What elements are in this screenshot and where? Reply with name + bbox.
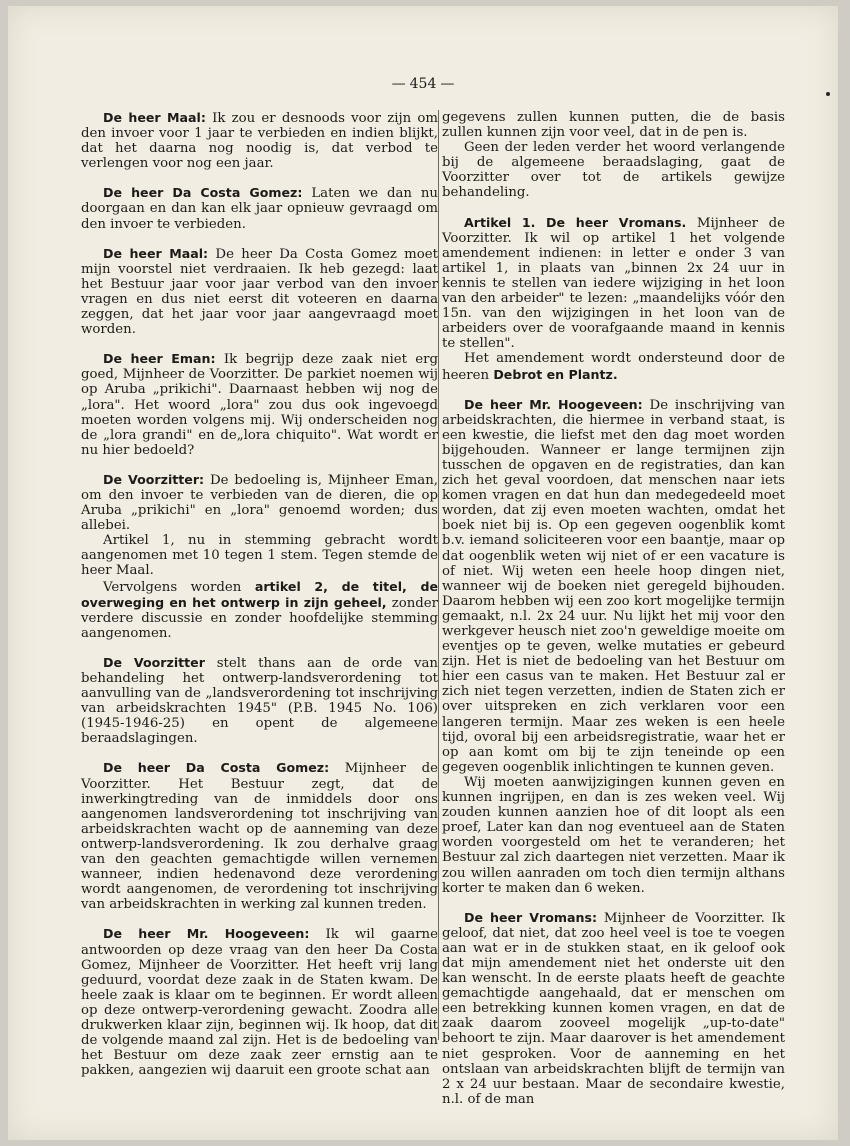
paragraph-text: De inschrijving van arbeidskrachten, die hiermee in verband staat, is een kwestie, die liefst met den dag moet worden bijgehouden. Wanneer er lange termijnen zijn tusschen de opgaven en de registraties, dan kan zich het geval voordoen, dat menschen naar iets komen vragen en dat hun dan medegedeeld moet worden, dat zij even moeten wachten, omdat het boek niet bij is. Op een gegeven oogenblik komt b.v. iemand soliciteeren voor een baantje, maar op dat oogenblik weten wij niet of er een vacature is of niet. Wij weten een heele hoop dingen niet, wanneer wij de boeken niet geregeld bijhouden. Daarom hebben wij een zoo kort mogelijke termijn gemaakt, n.l. 2x 24 uur. Nu lijkt het mij voor den werkgever heusch niet zoo'n geweldige moeite om eventjes op te geven, welke mutaties er gebeurd zijn. Het is niet de bedoeling van het Bestuur om hier een casus van te maken. Het Bestuur zal er zich niet tegen verzetten, indien de Staten zich er over uitspreken en zich verklaren voor een langeren termijn. Maar zes weken is een heele tijd, ovoral bij een arbeidsregistratie, waar het er op aan komt om bij te zijn teneinde op een gegeven oogenblik inlichtingen te kunnen geven. [442,397,785,775]
right-column [442,110,785,1107]
paragraph [442,910,785,1107]
paragraph [81,351,438,458]
paragraph [442,397,785,775]
speaker-name: De heer Eman: [103,351,216,367]
bold-text: artikel 2, de titel, de overweging en het ontwerp in zijn geheel, [81,578,439,610]
speaker-name: De heer Vromans: [464,909,597,925]
paragraph-text: Mijnheer de Voorzitter. Ik geloof, dat niet, dat zoo heel veel is toe te voegen aan wat er in de stukken staat, en ik geloof ook dat mijn amendement niet het onderste uit den kan wenscht. In de eerste plaats heeft de geachte gemachtigde aangehaald, dat er menschen om een betrekking kunnen komen vragen, en dat de zaak daarom zooveel mogelijk „up-to-date" behoort te zijn. Maar daarover is het amendement niet gesproken. Voor de aanneming en het ontslaan van arbeidskrachten blijft de termijn van 2 x 24 uur bestaan. Maar de secondaire kwestie, n.l. of de man [442,910,785,1107]
left-column [81,110,438,1078]
bold-text: Debrot en Plantz. [493,366,618,382]
paragraph-text: Wij moeten aanwijzigingen kunnen geven en kunnen ingrijpen, en dan is zes weken veel. Wij zouden kunnen aanzien hoe of dit loopt als een proef, Later kan dan nog eventueel aan de Staten worden voorgesteld om het te veranderen; het Bestuur zal zich daartegen niet verzetten. Maar ik zou willen aanraden om toch dien termijn althans korter te maken dan 6 weken. [442,774,785,896]
paragraph-text: gegevens zullen kunnen putten, die de basis zullen kunnen zijn voor veel, dat in de pen is. [442,110,785,141]
paragraph [81,579,438,641]
paragraph-text: Artikel 1, nu in stemming gebracht wordt aangenomen met 10 tegen 1 stem. Tegen stemde de heer Maal. [81,533,438,579]
paragraph [81,533,438,578]
speaker-name: De heer Maal: [103,245,209,261]
paragraph-text: stelt thans aan de orde van behandeling het ontwerp-landsverordening tot aanvulling van de „landsverordening tot inschrijving van arbeidskrachten 1945" (P.B. 1945 No. 106) (1945-1946-25) en opent de algemeene beraadslagingen. [81,655,438,747]
paragraph [442,110,785,140]
paragraph-text: Ik wil gaarne antwoorden op deze vraag van den heer Da Costa Gomez, Mijnheer de Voorzitter. Het heeft vrij lang geduurd, voordat deze zaak in de Staten kwam. De heele zaak is klaar om te beginnen. Er wordt alleen op deze ontwerp-verordening gewacht. Zoodra alle drukwerken klaar zijn, beginnen wij. Ik hoop, dat dit de volgende maand zal zijn. Het is de bedoeling van het Bestuur om deze zaak zeer ernstig aan te pakken, aangezien wij daaruit een groote schat aan [81,927,438,1079]
paragraph-text: De heer Da Costa Gomez moet mijn voorstel niet verdraaien. Ik heb gezegd: laat het Bestuur jaar voor jaar verbod van den invoer vragen en dus niet eerst dit voteeren en daarna zeggen, dat het jaar voor jaar aangevraagd moet worden. [81,246,439,338]
paragraph [81,185,438,231]
paragraph-text: Het amendement wordt ondersteund door de heeren [442,351,785,383]
paragraph-text: Ik begrijp deze zaak niet erg goed, Mijnheer de Voorzitter. De parkiet noemen wij op Aruba „prikichi". Daarnaast hebben wij nog de „lora". Het woord „lora" zou dus ook ingevoegd moeten worden volgens mij. Wij onderscheiden nog de „lora grandi" en de„lora chiquito". Wat wordt er nu hier bedoeld? [81,352,438,458]
paragraph [442,775,785,896]
speaker-name: De heer Mr. Hoogeveen: [464,396,643,412]
paragraph-text: Mijnheer de Voorzitter. Ik wil op artikel 1 het volgende amendement indienen: in letter e onder 3 van artikel 1, in plaats van „binnen 2x 24 uur in kennis te stellen van iedere wijziging in het loon van den arbeider" te lezen: „maandelijks vóór den 15n. van den wijzigingen in het loon van de arbeiders over de voorafgaande maand in kennis te stellen". [442,215,785,352]
paragraph-text: Laten we dan nu doorgaan en dan kan elk jaar opnieuw gevraagd om den invoer te verbieden. [81,186,438,232]
speaker-name: De heer Maal: [103,110,206,125]
paragraph-text: zonder verdere discussie en zonder hoofdelijke stemming aangenomen. [81,595,438,641]
ink-dot [826,92,830,96]
speaker-name: De heer Da Costa Gomez: [103,185,303,201]
bold-text: Artikel 1. [464,214,536,230]
speaker-name: De heer Vromans. [546,214,687,230]
paragraph [81,926,438,1078]
paragraph [442,215,785,352]
paragraph-text: De bedoeling is, Mijnheer Eman, om den invoer te verbieden van de dieren, die op Aruba „prikichi" en „lora" genoemd worden; dus allebei. [81,472,438,534]
paragraph [442,351,785,382]
paragraph [81,110,438,171]
paragraph-text: Geen der leden verder het woord verlangende bij de algemeene beraadslaging, gaat de Voorzitter over tot de artikels gewijze behandeling. [442,140,785,201]
paragraph [81,760,438,912]
document-page [8,6,838,1140]
paragraph [442,140,785,200]
speaker-name: De heer Da Costa Gomez: [103,760,330,776]
page-number: — 454 — [391,76,455,92]
paragraph [81,472,438,533]
paragraph-text: Vervolgens worden [103,579,242,595]
column-divider [438,110,439,1040]
speaker-name: De heer Mr. Hoogeveen: [103,926,310,942]
paragraph [81,655,438,747]
paragraph-text: Ik zou er desnoods voor zijn om den invoer voor 1 jaar te verbieden en indien blijkt, dat het daarna nog noodig is, dat verbod te verlengen voor nog een jaar. [81,111,439,172]
paragraph [81,246,438,338]
paragraph-text: Mijnheer de Voorzitter. Het Bestuur zegt, dat de inwerkingtreding van de inmiddels door ons aangenomen landsverordening tot inschrijving van arbeidskrachten wacht op de aanneming van deze ontwerp-landsverordening. Ik zou derhalve graag van den geachten gemachtigde willen vernemen wanneer, indien hedenavond deze verordening wordt aangenomen, de verordening tot inschrijving van arbeidskrachten in werking zal kunnen treden. [81,761,438,913]
page-number-value: 454 [409,76,437,92]
speaker-name: De Voorzitter [103,654,205,670]
speaker-name: De Voorzitter: [103,471,205,487]
